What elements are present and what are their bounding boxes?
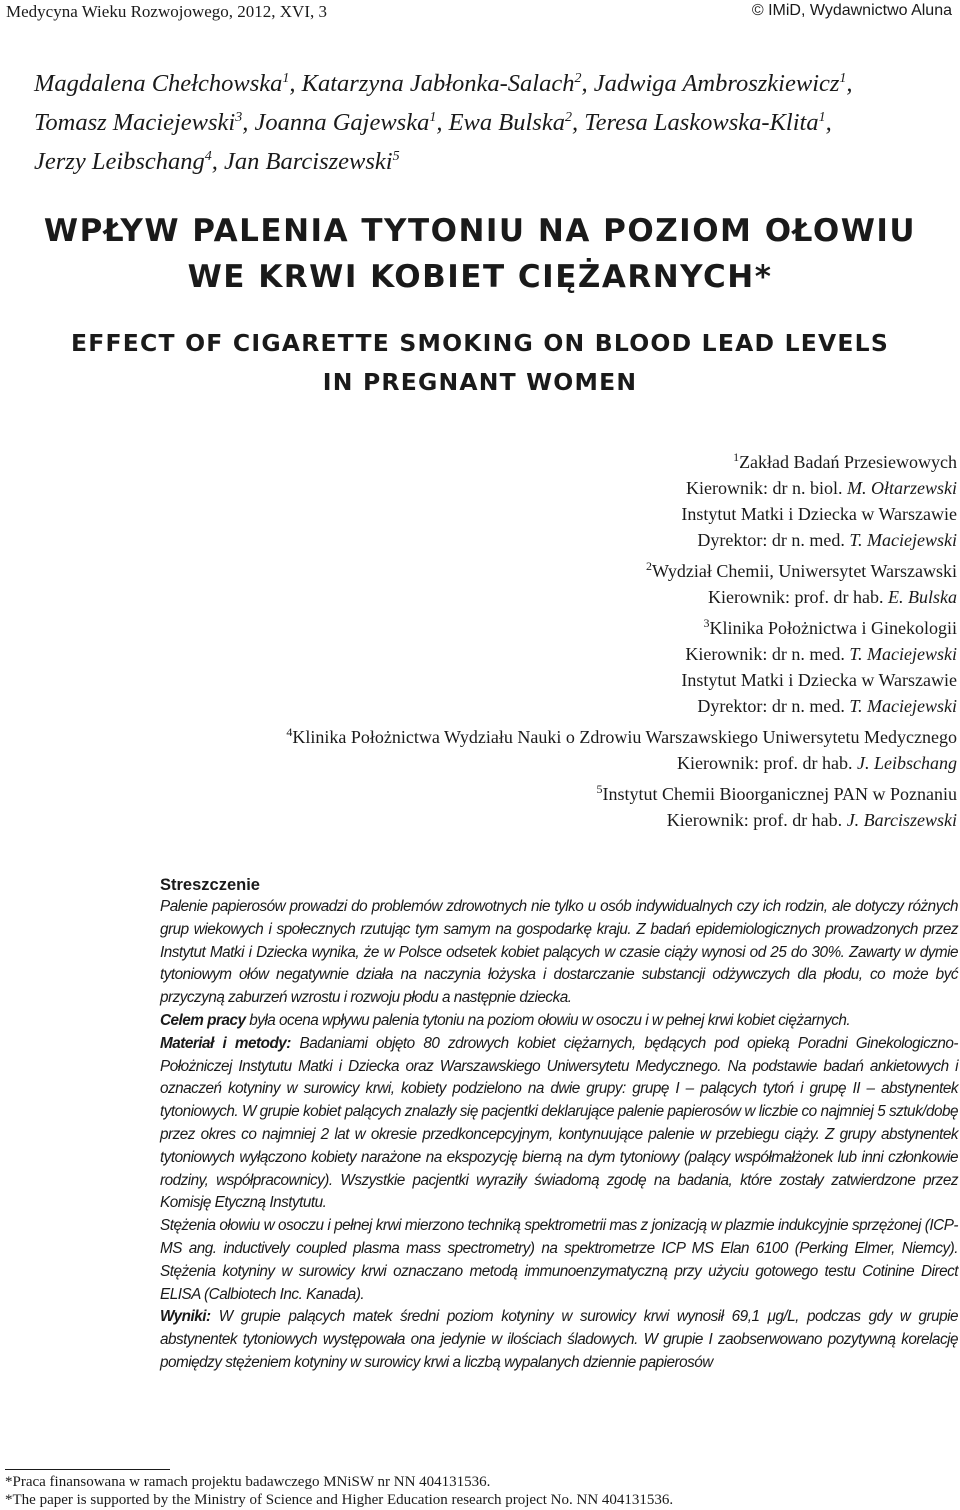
footnote-english: *The paper is supported by the Ministry of Science and Higher Education research project No. NN 404131536. [5, 1492, 674, 1508]
author: Ewa Bulska$^2$, [448, 109, 585, 137]
affiliation-line: $^4$Klinika Położnictwa Wydziału Nauki o Zdrowiu Warszawskiego Uniwersytetu Medycznego [286, 725, 957, 747]
affiliation-line: Kierownik: prof. dr hab. J. Barciszewski [666, 810, 957, 830]
author: Jan Barciszewski$^5$ [224, 148, 400, 176]
author: Joanna Gajewska$^1$, [254, 109, 449, 137]
affiliation-line: Kierownik: prof. dr hab. E. Bulska [708, 587, 957, 607]
abstract-paragraph: Wyniki: W grupie palących matek średni poziom kotyniny w surowicy krwi wynosił 69,1 μg/L, podczas gdy w grupie abstynentek tytoniowych występowała ona jedynie w ilościach śladowych. W grupie I zaobserwowano pozytywną korelację pomiędzy stężeniem kotyniny w surowicy krwi a liczbą wypalanych dziennie papierosów [160, 1308, 958, 1371]
abstract-heading: Streszczenie [160, 876, 260, 894]
affiliation-line: $^1$Zakład Badań Przesiewowych [733, 450, 957, 472]
affiliation-line: Kierownik: dr n. biol. M. Ołtarzewski [686, 478, 957, 498]
footnote-polish: *Praca finansowana w ramach projektu badawczego MNiSW nr NN 404131536. [5, 1474, 491, 1490]
affiliation-line: $^3$Klinika Położnictwa i Ginekologii [703, 616, 957, 638]
affiliations [286, 444, 957, 833]
abstract [160, 874, 958, 1375]
author: Tomasz Maciejewski$^3$, [34, 109, 255, 137]
title-english: EFFECT OF CIGARETTE SMOKING ON BLOOD LEAD LEVELS IN PREGNANT WOMEN [71, 329, 889, 396]
title-polish: WPŁYW PALENIA TYTONIU NA POZIOM OŁOWIU WE KRWI KOBIET CIĘŻARNYCH* [43, 213, 917, 295]
author: Jadwiga Ambroszkiewicz$^1$, [593, 70, 853, 98]
affiliation-line: Dyrektor: dr n. med. T. Maciejewski [697, 696, 957, 716]
abstract-paragraph: Palenie papierosów prowadzi do problemów zdrowotnych nie tylko u osób indywidualnych czy ich rodzin, ale dotyczy różnych grup wiekowych i społecznych rzutując tym samym na gospodarkę kraju. Z badań epidemiologicznych prowadzonych przez Instytut Matki i Dziecka wynika, że w Polsce odsetek kobiet palących w czasie ciąży wynosi od 25 do 30%. Zawarty w dymie tytoniowym ołów negatywnie działa na naczynia łożyska i dostarczanie substancji odżywczych dla płodu, co może być przyczyną zaburzeń wzrostu i rozwoju płodu a następnie dziecka. [160, 898, 958, 1007]
author: Magdalena Chełchowska$^1$, [34, 70, 302, 98]
abstract-paragraph: Stężenia ołowiu w osoczu i pełnej krwi mierzono techniką spektrometrii mas z jonizacją w plazmie indukcyjnie sprzężonej (ICP-MS ang. inductively coupled plasma mass spectrometry) na spektrometrze ICP MS Elan 6100 (Perking Elmer, Niemcy). Stężenia kotyniny w surowicy krwi oznaczano metodą immunoenzymatyczną przy użyciu gotowego testu Cotinine Direct ELISA (Calbiotech Inc. Kanada). [160, 1217, 958, 1303]
author: Katarzyna Jabłonka-Salach$^2$, [301, 70, 594, 98]
journal-header: Medycyna Wieku Rozwojowego, 2012, XVI, 3 [6, 2, 327, 21]
affiliation-line: $^2$Wydział Chemii, Uniwersytet Warszawski [645, 559, 957, 581]
author: Jerzy Leibschang$^4$, [34, 148, 225, 176]
author-list [34, 62, 934, 179]
abstract-paragraph: Celem pracy była ocena wpływu palenia tytoniu na poziom ołowiu w osoczu i w pełnej krwi kobiet ciężarnych. [160, 1011, 851, 1029]
affiliation-line: Kierownik: prof. dr hab. J. Leibschang [677, 753, 957, 773]
publisher-header: © IMiD, Wydawnictwo Aluna [751, 2, 952, 19]
affiliation-line: $^5$Instytut Chemii Bioorganicznej PAN w Poznaniu [596, 782, 957, 804]
affiliation-line: Instytut Matki i Dziecka w Warszawie [681, 504, 957, 524]
affiliation-line: Instytut Matki i Dziecka w Warszawie [681, 670, 957, 690]
affiliation-line: Kierownik: dr n. med. T. Maciejewski [685, 644, 957, 664]
author: Teresa Laskowska-Klita$^1$, [584, 109, 832, 137]
affiliation-line: Dyrektor: dr n. med. T. Maciejewski [697, 530, 957, 550]
abstract-paragraph: Materiał i metody: Badaniami objęto 80 zdrowych kobiet ciężarnych, będących pod opieką Poradni Ginekologiczno-Położniczej Instytutu Matki i Dziecka oraz Warszawskiego Uniwersytetu Medycznego. Na podstawie badań ankietowych i oznaczeń kotyniny w surowicy krwi, kobiety podzielono na dwie grupy: grupę I – palących tytoń i grupę II – abstynentek tytoniowych. W grupie kobiet palących znalazły się pacjentki deklarujące palenie papierosów w liczbie co najmniej 5 sztuk/dobę przez okres co najmniej 2 lat w okresie przedkoncepcyjnym, kontynuujące palenie w przebiegu ciąży. Z grupy abstynentek tytoniowych wyłączono kobiety narażone na ekspozycję bierną na dym tytoniowy (palący współmałżonek lub inni członkowie rodziny, współpracownicy). Wszystkie pacjentki wyraziły świadomą zgodę na badania, które zostały zatwierdzone przez Komisję Etyczną Instytutu. [160, 1034, 958, 1212]
footnote-divider [5, 1469, 170, 1470]
